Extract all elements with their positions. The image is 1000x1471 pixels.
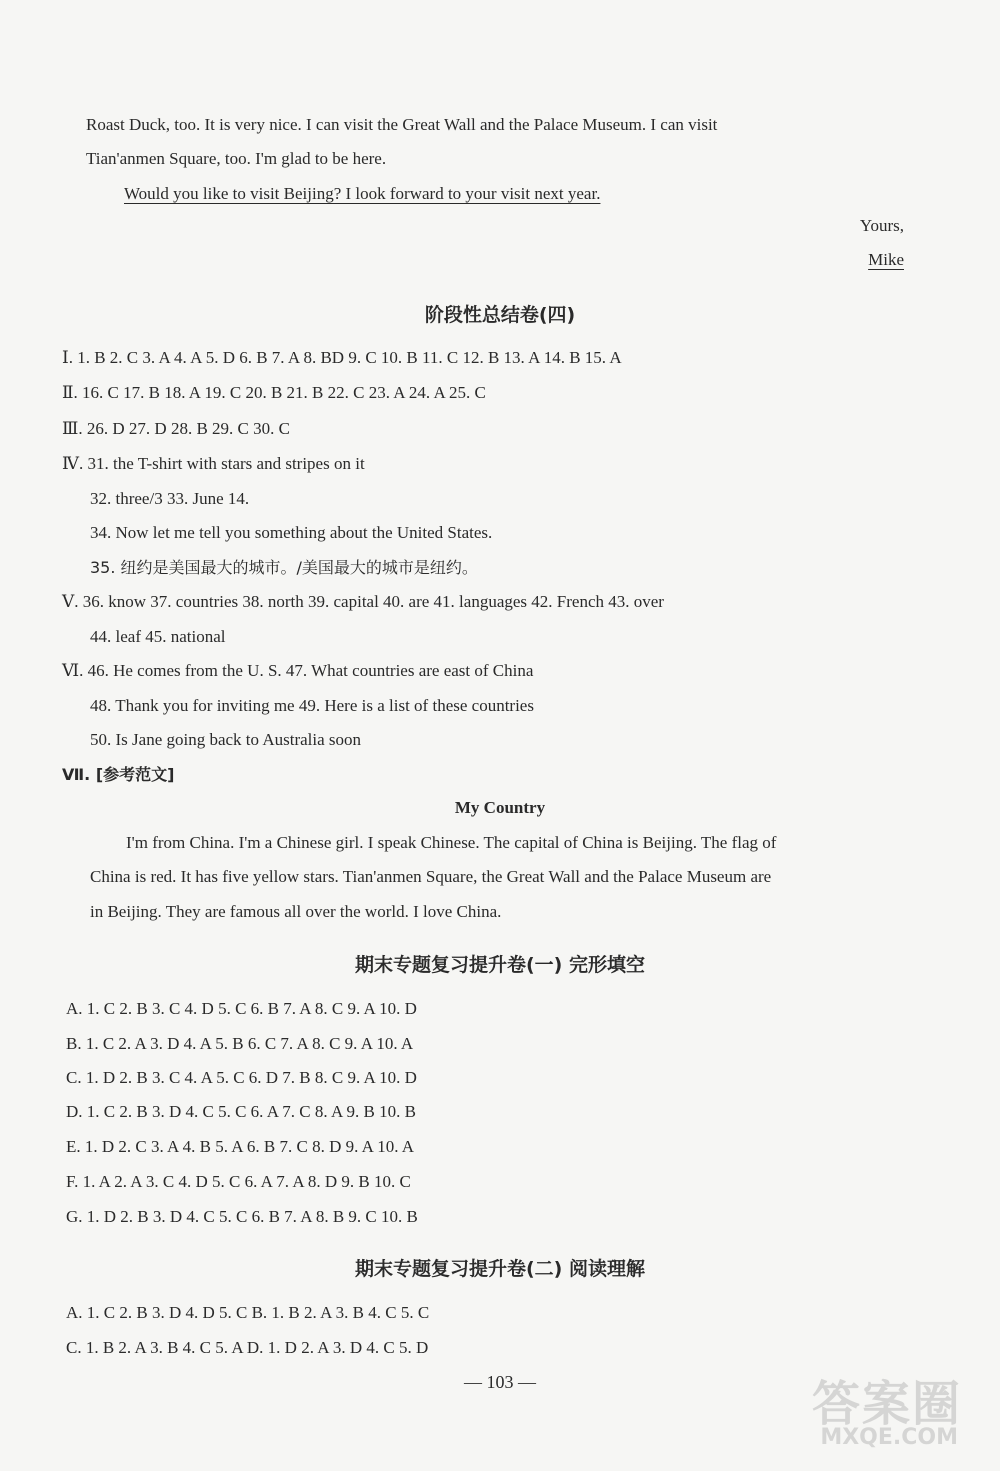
letter-line-1: Roast Duck, too. It is very nice. I can visit the Great Wall and the Palace Museum. I can visit bbox=[86, 115, 718, 134]
letter-closing: Yours, bbox=[859, 216, 904, 235]
essay-line-1: I'm from China. I'm a Chinese girl. I speak Chinese. The capital of China is Beijing. The flag of bbox=[126, 833, 777, 852]
section-title-final-1: 期末专题复习提升卷(一) 完形填空 bbox=[355, 954, 645, 976]
answer-row: Ⅰ. 1. B 2. C 3. A 4. A 5. D 6. B 7. A 8. BD 9. C 10. B 11. C 12. B 13. A 14. B 15. A bbox=[62, 348, 622, 367]
page-number: — 103 — bbox=[464, 1372, 536, 1392]
answer-row: A. 1. C 2. B 3. D 4. D 5. C B. 1. B 2. A 3. B 4. C 5. C bbox=[66, 1303, 430, 1322]
watermark-url: MXQE.COM bbox=[820, 1425, 958, 1450]
letter-signature: Mike bbox=[868, 250, 904, 269]
answer-row: Ⅱ. 16. C 17. B 18. A 19. C 20. B 21. B 22. C 23. A 24. A 25. C bbox=[62, 383, 486, 402]
answer-row: B. 1. C 2. A 3. D 4. A 5. B 6. C 7. A 8. C 9. A 10. A bbox=[66, 1034, 414, 1053]
answer-row: 34. Now let me tell you something about the United States. bbox=[90, 523, 493, 542]
watermark-text: 答案圈 bbox=[812, 1376, 963, 1432]
answer-row: G. 1. D 2. B 3. D 4. C 5. C 6. B 7. A 8. B 9. C 10. B bbox=[66, 1207, 418, 1226]
answer-row: C. 1. B 2. A 3. B 4. C 5. A D. 1. D 2. A 3. D 4. C 5. D bbox=[66, 1338, 429, 1357]
answer-row: Ⅴ. 36. know 37. countries 38. north 39. capital 40. are 41. languages 42. French 43. over bbox=[62, 592, 664, 611]
answer-row: Ⅲ. 26. D 27. D 28. B 29. C 30. C bbox=[62, 419, 290, 438]
essay-title: My Country bbox=[454, 798, 546, 817]
answer-row: A. 1. C 2. B 3. C 4. D 5. C 6. B 7. A 8. C 9. A 10. D bbox=[66, 999, 417, 1018]
letter-line-2: Tian'anmen Square, too. I'm glad to be here. bbox=[86, 149, 387, 168]
answer-row: Ⅳ. 31. the T-shirt with stars and stripes on it bbox=[62, 454, 365, 473]
section-title-final-2: 期末专题复习提升卷(二) 阅读理解 bbox=[355, 1258, 645, 1280]
model-essay-label: Ⅶ. [参考范文] bbox=[62, 765, 175, 784]
letter-line-3: Would you like to visit Beijing? I look forward to your visit next year. bbox=[124, 184, 601, 203]
section-title-4: 阶段性总结卷(四) bbox=[424, 304, 576, 326]
answer-row: D. 1. C 2. B 3. D 4. C 5. C 6. A 7. C 8. A 9. B 10. B bbox=[66, 1102, 416, 1121]
answer-row: F. 1. A 2. A 3. C 4. D 5. C 6. A 7. A 8. D 9. B 10. C bbox=[66, 1172, 411, 1191]
answer-row: 32. three/3 33. June 14. bbox=[90, 489, 250, 508]
answer-row: 44. leaf 45. national bbox=[90, 627, 226, 646]
answer-row: E. 1. D 2. C 3. A 4. B 5. A 6. B 7. C 8. D 9. A 10. A bbox=[66, 1137, 415, 1156]
answer-row: 50. Is Jane going back to Australia soon bbox=[90, 730, 362, 749]
answer-row: C. 1. D 2. B 3. C 4. A 5. C 6. D 7. B 8. C 9. A 10. D bbox=[66, 1068, 417, 1087]
answer-row-chinese: 35. 纽约是美国最大的城市。/美国最大的城市是纽约。 bbox=[90, 558, 478, 577]
essay-line-2: China is red. It has five yellow stars. Tian'anmen Square, the Great Wall and the Palace Museum are bbox=[90, 867, 772, 886]
answer-row: 48. Thank you for inviting me 49. Here is a list of these countries bbox=[90, 696, 534, 715]
essay-line-3: in Beijing. They are famous all over the world. I love China. bbox=[90, 902, 502, 921]
answer-row: Ⅵ. 46. He comes from the U. S. 47. What countries are east of China bbox=[62, 661, 534, 680]
site-watermark-logo bbox=[812, 1365, 972, 1465]
